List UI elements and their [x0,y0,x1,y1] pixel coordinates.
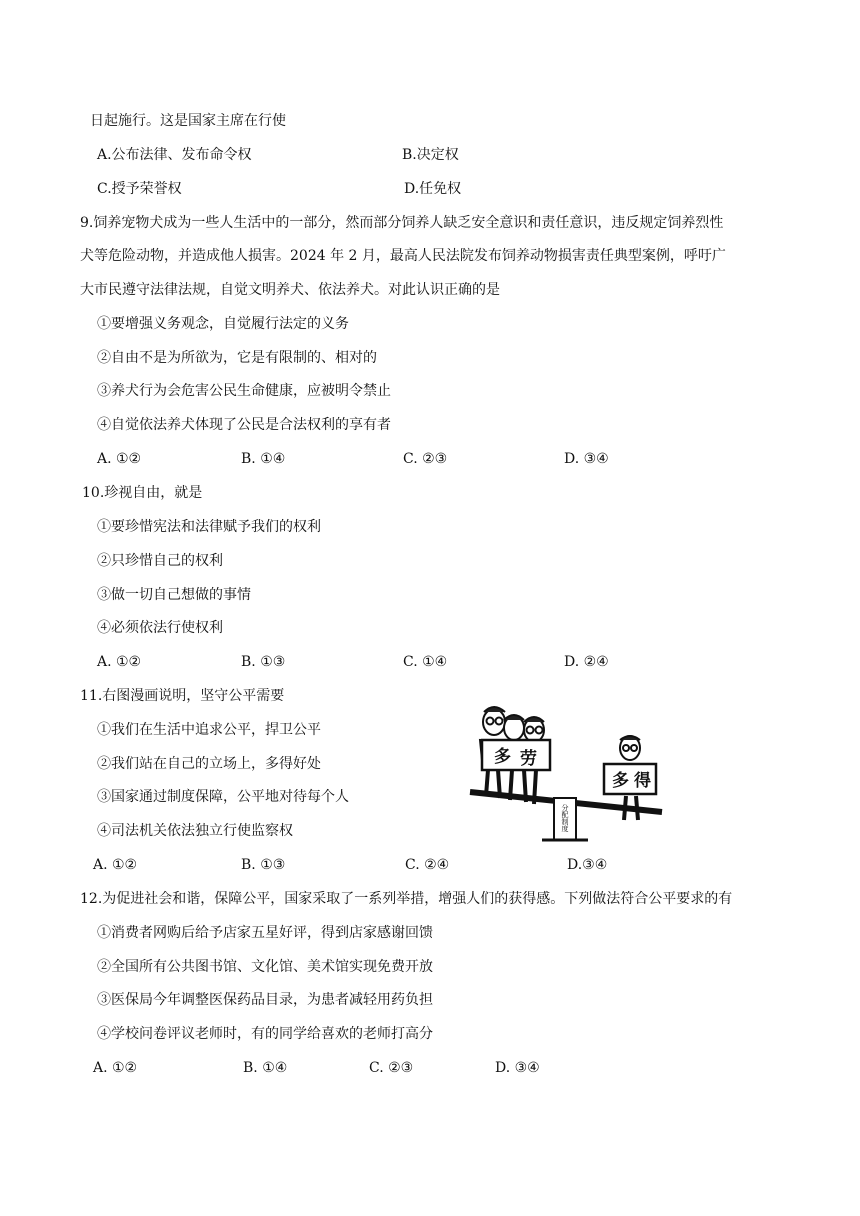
q10-item-2: ②只珍惜自己的权利 [97,553,223,569]
q9-option-b: B. ①④ [241,451,286,467]
q10-stem: 10.珍视自由，就是 [82,485,203,501]
q10-option-c: C. ①④ [403,654,448,670]
q9-item-4: ④自觉依法养犬体现了公民是合法权利的享有者 [97,417,391,433]
q8-option-a: A.公布法律、发布命令权 [97,147,252,163]
left-sign-char-2: 劳 [520,749,537,769]
q9-option-a: A. ①② [97,451,142,467]
q9-stem-line-3: 大市民遵守法律法规，自觉文明养犬、依法养犬。对此认识正确的是 [80,282,500,298]
q8-stem-tail: 日起施行。这是国家主席在行使 [90,113,286,129]
q9-item-3: ③养犬行为会危害公民生命健康，应被明令禁止 [97,383,391,399]
q12-option-c: C. ②③ [369,1060,414,1076]
q10-item-1: ①要珍惜宪法和法律赋予我们的权利 [97,519,321,535]
q11-option-c: C. ②④ [405,857,450,873]
q12-option-a: A. ①② [93,1060,138,1076]
seesaw-cartoon [462,700,674,848]
q11-option-a: A. ①② [93,857,138,873]
q11-item-3: ③国家通过制度保障，公平地对待每个人 [97,789,349,805]
q11-option-d: D.③④ [567,857,608,873]
q11-item-1: ①我们在生活中追求公平，捍卫公平 [97,722,321,738]
q9-stem-line-1: 9.饲养宠物犬成为一些人生活中的一部分，然而部分饲养人缺乏安全意识和责任意识，违反规定饲养烈性 [80,215,724,231]
q9-stem-line-2: 犬等危险动物，并造成他人损害。2024 年 2 月，最高人民法院发布饲养动物损害责任典型案例，呼吁广 [80,248,726,264]
q9-item-1: ①要增强义务观念，自觉履行法定的义务 [97,316,349,332]
q12-item-1: ①消费者网购后给予店家五星好评，得到店家感谢回馈 [97,925,433,941]
q12-option-b: B. ①④ [243,1060,288,1076]
q10-option-d: D. ②④ [564,654,609,670]
q11-option-b: B. ①③ [241,857,286,873]
q8-option-c: C.授予荣誉权 [97,181,182,197]
q10-option-a: A. ①② [97,654,142,670]
q10-option-b: B. ①③ [241,654,286,670]
q12-stem: 12.为促进社会和谐，保障公平，国家采取了一系列举措，增强人们的获得感。下列做法符合公平要求的有 [80,891,733,907]
q8-option-d: D.任免权 [404,181,462,197]
left-sign [482,740,550,770]
q11-item-4: ④司法机关依法独立行使监察权 [97,823,293,839]
q10-item-3: ③做一切自己想做的事情 [97,587,251,603]
q11-item-2: ②我们站在自己的立场上，多得好处 [97,756,321,772]
q12-item-3: ③医保局今年调整医保药品目录，为患者减轻用药负担 [97,992,433,1008]
q12-item-4: ④学校问卷评议老师时，有的同学给喜欢的老师打高分 [97,1026,433,1042]
q12-option-d: D. ③④ [495,1060,540,1076]
right-sign-char-1: 多 [612,771,629,791]
q10-item-4: ④必须依法行使权利 [97,620,223,636]
right-sign-char-2: 得 [634,771,651,791]
q9-option-c: C. ②③ [403,451,448,467]
q9-item-2: ②自由不是为所欲为，它是有限制的、相对的 [97,350,377,366]
q9-option-d: D. ③④ [564,451,609,467]
q8-option-b: B.决定权 [402,147,459,163]
q12-item-2: ②全国所有公共图书馆、文化馆、美术馆实现免费开放 [97,959,433,975]
left-sign-char-1: 多 [494,747,511,767]
fulcrum-label: 分配制度 [561,804,569,832]
q11-stem: 11.右图漫画说明，坚守公平需要 [80,688,285,704]
